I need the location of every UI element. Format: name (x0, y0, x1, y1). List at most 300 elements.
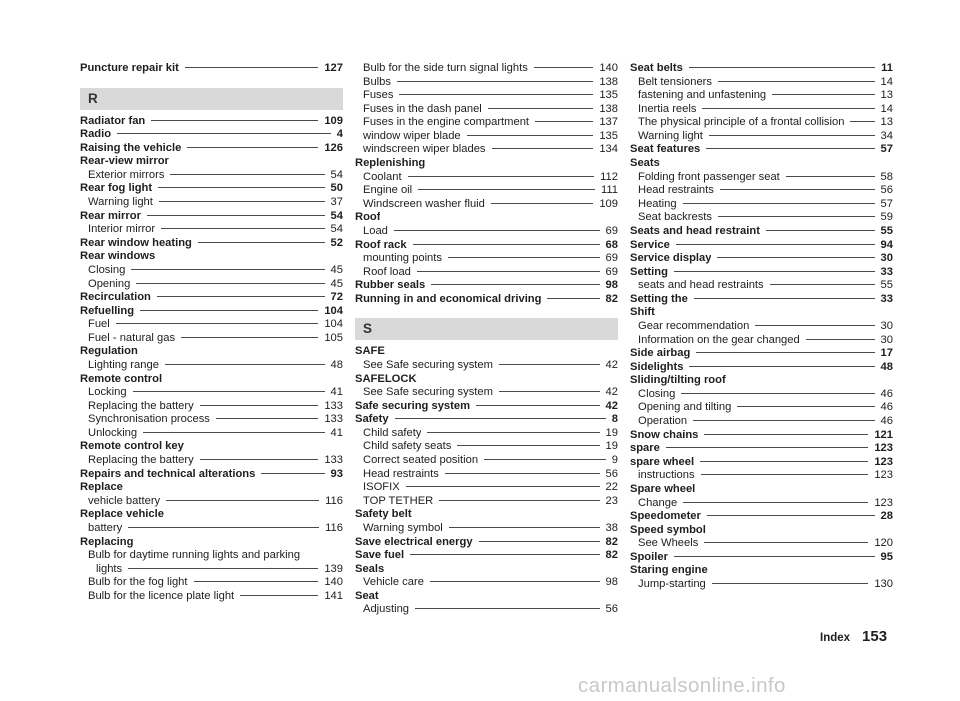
entry-label: Replacing the battery (88, 399, 194, 412)
entry-page-number: 59 (880, 211, 893, 224)
dot-leader (720, 189, 875, 190)
index-subentry (355, 76, 618, 90)
entry-label: Sliding/tilting roof (630, 374, 726, 387)
entry-page-number: 46 (880, 401, 893, 414)
entry-page-number: 69 (605, 252, 618, 265)
entry-label: Speed symbol (630, 523, 706, 536)
entry-page-number: 123 (874, 496, 893, 509)
entry-page-number: 82 (605, 292, 618, 305)
entry-label: SAFE (355, 345, 385, 358)
entry-page-number: 138 (599, 102, 618, 115)
entry-label: Safe securing system (355, 399, 471, 412)
dot-leader (427, 432, 599, 433)
entry-label: Replacing the battery (88, 454, 194, 467)
entry-label: Synchronisation process (88, 413, 210, 426)
dot-leader (479, 541, 600, 542)
entry-label: Service display (630, 252, 712, 265)
entry-label: instructions (638, 469, 695, 482)
index-subentry (80, 196, 343, 210)
index-subentry (355, 481, 618, 495)
entry-label: See Safe securing system (363, 386, 493, 399)
index-subentry (355, 198, 618, 212)
entry-label: See Safe securing system (363, 358, 493, 371)
entry-page-number: 116 (325, 521, 343, 534)
dot-leader (674, 556, 875, 557)
index-entry (630, 442, 893, 456)
entry-label: Raising the vehicle (80, 141, 182, 154)
index-subentry (80, 549, 343, 563)
entry-page-number: 4 (336, 128, 343, 141)
index-entry (355, 413, 618, 427)
index-subentry (630, 388, 893, 402)
index-entry (355, 239, 618, 253)
entry-page-number: 33 (880, 292, 893, 305)
index-entry (630, 456, 893, 470)
dot-leader (696, 352, 874, 353)
index-entry (630, 564, 893, 578)
entry-label: Replenishing (355, 157, 426, 170)
index-entry (630, 157, 893, 171)
index-entry (630, 429, 893, 443)
dot-leader (198, 242, 325, 243)
index-entry (630, 347, 893, 361)
dot-leader (689, 366, 874, 367)
dot-leader (718, 81, 875, 82)
index-subentry (80, 359, 343, 373)
entry-label: Child safety seats (363, 440, 452, 453)
index-subentry (630, 469, 893, 483)
dot-leader (445, 473, 600, 474)
index-entry (80, 468, 343, 482)
dot-leader (707, 515, 875, 516)
entry-label: Running in and economical driving (355, 292, 542, 305)
entry-label: windscreen wiper blades (363, 143, 486, 156)
entry-label: SAFELOCK (355, 372, 417, 385)
dot-leader (499, 364, 600, 365)
entry-label: Staring engine (630, 564, 708, 577)
entry-page-number: 33 (880, 265, 893, 278)
entry-page-number: 46 (880, 415, 893, 428)
entry-label: Windscreen washer fluid (363, 197, 485, 210)
dot-leader (200, 405, 319, 406)
entry-page-number: 133 (324, 413, 343, 426)
index-subentry (355, 522, 618, 536)
dot-leader (492, 148, 594, 149)
entry-label: Warning light (88, 196, 153, 209)
dot-leader (737, 406, 874, 407)
index-entry (80, 210, 343, 224)
dot-leader (676, 244, 875, 245)
entry-page-number: 13 (880, 89, 893, 102)
entry-label: Seat belts (630, 62, 683, 74)
entry-page-number: 123 (874, 442, 893, 455)
section-letter-header: R (80, 88, 343, 110)
entry-label: Warning light (638, 129, 703, 142)
index-subentry (80, 495, 343, 509)
entry-label: Correct seated position (363, 454, 479, 467)
dot-leader (394, 230, 600, 231)
entry-label: Setting (630, 265, 668, 278)
entry-page-number: 116 (325, 494, 343, 507)
index-entry (80, 62, 343, 76)
entry-label: Interior mirror (88, 223, 156, 236)
entry-page-number: 135 (599, 89, 618, 102)
dot-leader (850, 121, 874, 122)
entry-label: Fuses in the dash panel (363, 102, 482, 115)
entry-label: Seat features (630, 143, 701, 156)
dot-leader (476, 405, 600, 406)
index-entry (355, 563, 618, 577)
entry-label: Save electrical energy (355, 535, 473, 548)
entry-page-number: 72 (330, 291, 343, 304)
dot-leader (718, 216, 875, 217)
entry-page-number: 55 (880, 224, 893, 237)
dot-leader (674, 271, 875, 272)
entry-label: Inertia reels (638, 102, 697, 115)
entry-page-number: 104 (324, 304, 343, 317)
index-entry (80, 182, 343, 196)
entry-label: Seat (355, 589, 379, 602)
index-entry (630, 293, 893, 307)
index-entry (355, 157, 618, 171)
dot-leader (701, 474, 869, 475)
dot-leader (488, 108, 594, 109)
entry-page-number: 38 (605, 521, 618, 534)
entry-label: Bulb for daytime running lights and parking (88, 549, 301, 562)
dot-leader (499, 391, 600, 392)
entry-page-number: 57 (880, 197, 893, 210)
index-subentry (80, 576, 343, 590)
dot-leader (430, 581, 600, 582)
dot-leader (717, 257, 874, 258)
dot-leader (709, 135, 875, 136)
entry-page-number: 48 (880, 360, 893, 373)
entry-page-number: 141 (324, 589, 343, 602)
entry-page-number: 69 (605, 224, 618, 237)
entry-page-number: 42 (605, 399, 618, 412)
entry-page-number: 50 (330, 182, 343, 195)
dot-leader (693, 420, 874, 421)
entry-page-number: 37 (330, 196, 343, 209)
entry-label: Roof (355, 211, 381, 224)
index-entry (630, 252, 893, 266)
index-subentry (630, 198, 893, 212)
dot-leader (194, 581, 319, 582)
index-subentry (355, 252, 618, 266)
index-subentry (355, 427, 618, 441)
entry-page-number: 82 (605, 549, 618, 562)
entry-page-number: 104 (324, 318, 343, 331)
entry-page-number: 42 (605, 358, 618, 371)
entry-label: Closing (638, 387, 676, 400)
index-subentry (80, 590, 343, 604)
entry-label: lights (96, 562, 123, 575)
index-entry (630, 361, 893, 375)
dot-leader (166, 500, 319, 501)
entry-page-number: 46 (880, 387, 893, 400)
dot-leader (706, 148, 874, 149)
index-subentry (355, 440, 618, 454)
entry-label: Coolant (363, 170, 402, 183)
entry-page-number: 112 (600, 170, 618, 183)
entry-page-number: 19 (605, 440, 618, 453)
entry-label: Rear mirror (80, 209, 141, 222)
entry-page-number: 8 (611, 413, 618, 426)
index-subentry (80, 264, 343, 278)
dot-leader (117, 133, 331, 134)
index-entry (630, 524, 893, 538)
index-entry (355, 508, 618, 522)
dot-leader (449, 527, 600, 528)
entry-page-number: 68 (605, 238, 618, 251)
index-entry (355, 293, 618, 307)
entry-label: Rear-view mirror (80, 155, 169, 168)
entry-label: Puncture repair kit (80, 62, 179, 74)
entry-label: Repairs and technical alterations (80, 467, 256, 480)
dot-leader (128, 568, 318, 569)
index-subentry (355, 171, 618, 185)
index-entry (355, 211, 618, 225)
entry-page-number: 56 (880, 184, 893, 197)
entry-label: Fuses in the engine compartment (363, 116, 530, 129)
entry-page-number: 14 (880, 75, 893, 88)
entry-label: Radio (80, 128, 112, 141)
index-subentry (80, 427, 343, 441)
entry-label: Vehicle care (363, 576, 424, 589)
section-letter-header: S (355, 318, 618, 340)
index-subentry (630, 415, 893, 429)
dot-leader (770, 284, 875, 285)
index-subentry (355, 454, 618, 468)
index-entry (630, 306, 893, 320)
entry-page-number: 121 (874, 428, 893, 441)
entry-label: Sidelights (630, 360, 684, 373)
entry-label: Seats (630, 157, 660, 170)
dot-leader (181, 337, 318, 338)
index-subentry (80, 563, 343, 577)
index-entry (80, 128, 343, 142)
entry-page-number: 120 (874, 537, 893, 550)
entry-label: Information on the gear changed (638, 333, 800, 346)
index-entry (630, 374, 893, 388)
entry-page-number: 30 (880, 333, 893, 346)
dot-leader (766, 230, 875, 231)
index-entry (355, 400, 618, 414)
index-subentry (355, 576, 618, 590)
entry-label: Lighting range (88, 358, 159, 371)
entry-label: Roof rack (355, 238, 407, 251)
entry-page-number: 22 (605, 481, 618, 494)
index-subentry (355, 143, 618, 157)
index-subentry (80, 223, 343, 237)
entry-page-number: 48 (330, 358, 343, 371)
entry-label: vehicle battery (88, 494, 161, 507)
entry-label: Fuel (88, 318, 110, 331)
dot-leader (397, 81, 593, 82)
index-entry (80, 508, 343, 522)
index-subentry (630, 578, 893, 592)
dot-leader (410, 554, 599, 555)
dot-leader (133, 391, 325, 392)
dot-leader (143, 432, 324, 433)
entry-label: Spare wheel (630, 482, 696, 495)
entry-page-number: 57 (880, 143, 893, 156)
entry-label: Bulb for the fog light (88, 576, 188, 589)
dot-leader (448, 257, 600, 258)
entry-label: Seat backrests (638, 211, 712, 224)
index-subentry (80, 413, 343, 427)
entry-page-number: 135 (599, 129, 618, 142)
entry-page-number: 139 (324, 562, 343, 575)
index-entry (355, 345, 618, 359)
dot-leader (136, 283, 324, 284)
index-entry (355, 373, 618, 387)
dot-leader (666, 447, 868, 448)
entry-page-number: 133 (324, 399, 343, 412)
entry-page-number: 93 (330, 467, 343, 480)
entry-label: Exterior mirrors (88, 168, 165, 181)
index-subentry (355, 359, 618, 373)
index-subentry (630, 116, 893, 130)
index-subentry (355, 386, 618, 400)
dot-leader (157, 296, 325, 297)
entry-page-number: 14 (880, 102, 893, 115)
index-entry (80, 440, 343, 454)
footer-section-label: Index (820, 632, 851, 644)
entry-page-number: 140 (599, 62, 618, 74)
index-subentry (630, 334, 893, 348)
entry-label: Engine oil (363, 184, 413, 197)
entry-page-number: 95 (880, 550, 893, 563)
dot-leader (704, 434, 868, 435)
index-subentry (630, 130, 893, 144)
dot-leader (457, 445, 599, 446)
entry-label: Side airbag (630, 347, 691, 360)
entry-label: Head restraints (638, 184, 714, 197)
entry-page-number: 138 (599, 75, 618, 88)
entry-page-number: 19 (605, 426, 618, 439)
entry-label: Seals (355, 562, 385, 575)
dot-leader (772, 94, 874, 95)
index-entry (80, 481, 343, 495)
entry-label: Remote control key (80, 440, 184, 453)
entry-page-number: 98 (605, 576, 618, 589)
index-entry (80, 345, 343, 359)
index-subentry (355, 62, 618, 76)
index-subentry (355, 603, 618, 617)
index-subentry (630, 320, 893, 334)
entry-label: Heating (638, 197, 677, 210)
entry-label: Safety belt (355, 508, 412, 521)
index-entry (630, 551, 893, 565)
entry-label: Fuses (363, 89, 394, 102)
dot-leader (187, 147, 318, 148)
entry-label: Load (363, 224, 388, 237)
index-entry (630, 510, 893, 524)
watermark-text: carmanualsonline.info (578, 674, 786, 697)
index-subentry (630, 89, 893, 103)
index-subentry (80, 169, 343, 183)
entry-label: Child safety (363, 426, 422, 439)
entry-page-number: 9 (611, 454, 618, 467)
entry-label: Replace vehicle (80, 508, 164, 521)
entry-page-number: 34 (880, 129, 893, 142)
entry-label: Warning symbol (363, 521, 443, 534)
dot-leader (702, 108, 874, 109)
page-number: 153 (862, 628, 888, 645)
entry-label: Refuelling (80, 304, 135, 317)
index-entry (630, 239, 893, 253)
entry-page-number: 28 (880, 510, 893, 523)
index-entry (80, 536, 343, 550)
index-subentry (630, 103, 893, 117)
entry-label: Change (638, 496, 678, 509)
entry-page-number: 98 (605, 279, 618, 292)
dot-leader (683, 502, 868, 503)
entry-label: seats and head restraints (638, 279, 764, 292)
dot-leader (467, 135, 594, 136)
dot-leader (151, 120, 318, 121)
entry-label: Rubber seals (355, 279, 426, 292)
index-subentry (80, 400, 343, 414)
dot-leader (786, 176, 875, 177)
index-subentry (630, 76, 893, 90)
dot-leader (413, 244, 600, 245)
entry-label: fastening and unfastening (638, 89, 767, 102)
entry-label: ISOFIX (363, 481, 400, 494)
dot-leader (159, 201, 325, 202)
dot-leader (200, 459, 319, 460)
index-subentry (630, 279, 893, 293)
entry-page-number: 45 (330, 263, 343, 276)
entry-page-number: 111 (600, 184, 618, 197)
entry-label: Opening and tilting (638, 401, 732, 414)
entry-page-number: 134 (599, 143, 618, 156)
dot-leader (484, 459, 606, 460)
index-subentry (80, 318, 343, 332)
index-entry (630, 266, 893, 280)
index-subentry (80, 522, 343, 536)
dot-leader (415, 608, 600, 609)
dot-leader (704, 542, 868, 543)
entry-label: Remote control (80, 372, 163, 385)
index-subentry (355, 116, 618, 130)
entry-page-number: 54 (330, 168, 343, 181)
entry-page-number: 56 (605, 603, 618, 616)
entry-page-number: 52 (330, 236, 343, 249)
entry-label: Setting the (630, 292, 688, 305)
index-subentry (355, 266, 618, 280)
entry-page-number: 56 (605, 467, 618, 480)
dot-leader (681, 393, 874, 394)
entry-label: Speedometer (630, 510, 701, 523)
entry-label: Closing (88, 263, 126, 276)
entry-page-number: 30 (880, 319, 893, 332)
entry-page-number: 94 (880, 238, 893, 251)
entry-page-number: 140 (324, 576, 343, 589)
entry-label: battery (88, 521, 123, 534)
entry-label: Roof load (363, 265, 411, 278)
entry-label: Spoiler (630, 550, 668, 563)
entry-label: mounting points (363, 252, 442, 265)
dot-leader (712, 583, 869, 584)
dot-leader (395, 418, 606, 419)
dot-leader (689, 67, 875, 68)
entry-page-number: 127 (324, 62, 343, 74)
dot-leader (158, 187, 324, 188)
entry-label: Bulb for the side turn signal lights (363, 62, 528, 74)
dot-leader (683, 203, 875, 204)
